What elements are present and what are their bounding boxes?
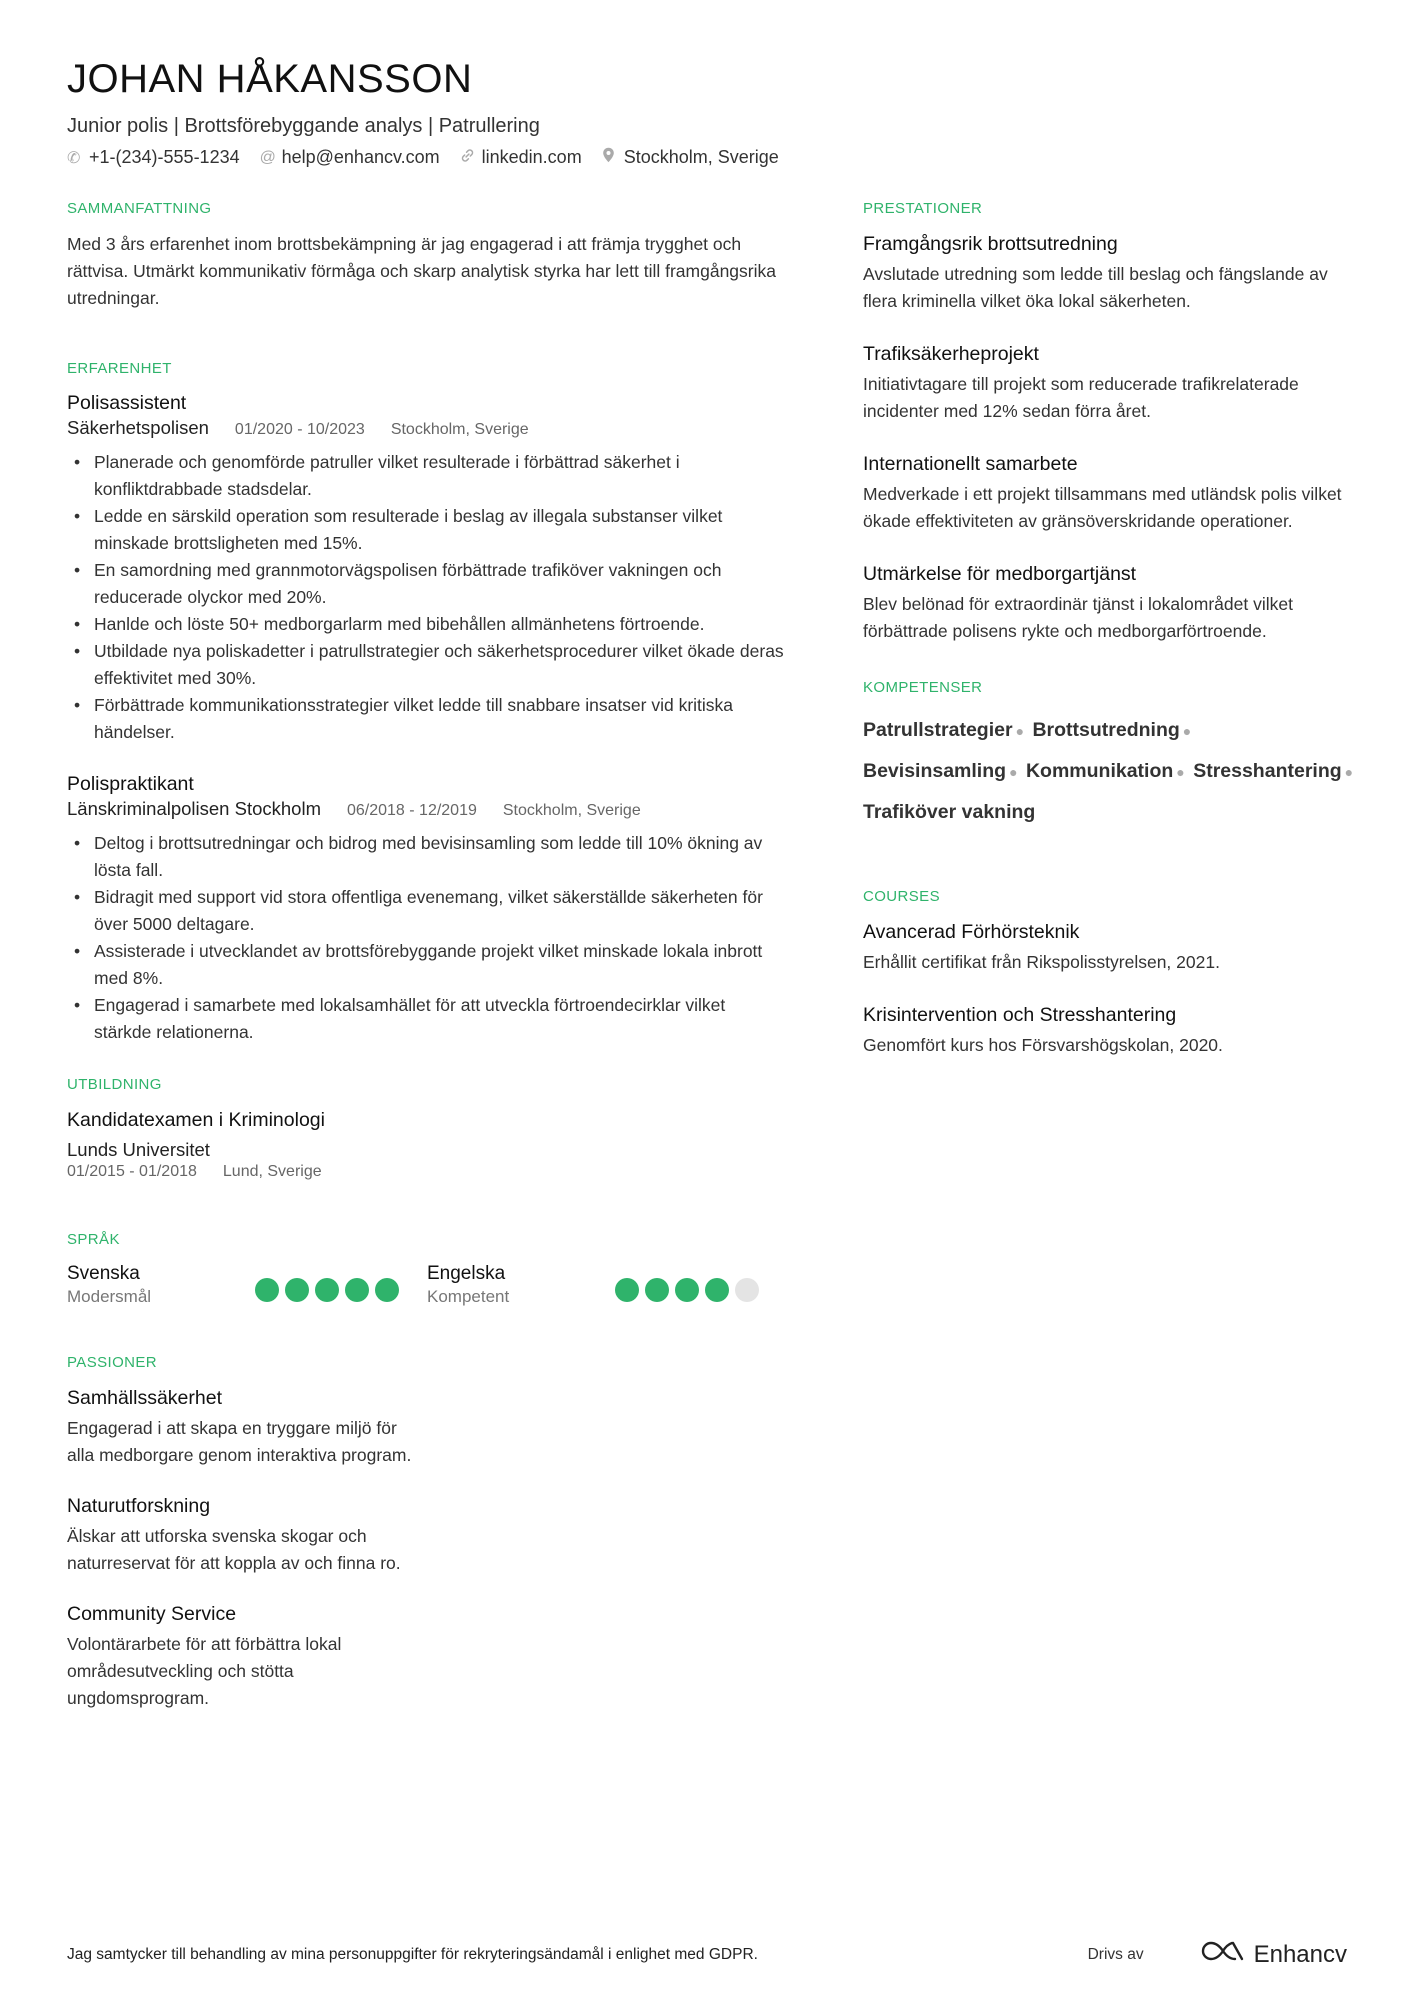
powered-by-text: Drivs av [1087, 1945, 1144, 1963]
location-text: Stockholm, Sverige [623, 147, 779, 167]
job-meta [67, 417, 787, 439]
job-role: Polispraktikant [67, 773, 194, 795]
course-title: Avancerad Förhörsteknik [863, 921, 1080, 943]
education-section [67, 1076, 787, 1183]
achievement-item [863, 451, 1363, 535]
passions-section [67, 1354, 787, 1736]
skills-section [863, 679, 1363, 832]
language-item [427, 1262, 787, 1308]
contact-location [602, 147, 779, 168]
job-location: Stockholm, Sverige [390, 421, 529, 438]
passion-title: Community Service [67, 1603, 237, 1625]
education-dates: 01/2015 - 01/2018 [67, 1163, 197, 1180]
contact-email[interactable] [260, 147, 440, 168]
list-item: • Engagerad i samarbete med lokalsamhället för att utveckla förtroendecirklar vilket stärkde relationerna. [67, 992, 787, 1046]
section-title: SPRÅK [67, 1231, 120, 1248]
job-company: Länskriminalpolisen Stockholm [67, 798, 321, 819]
course-desc: Erhållit certifikat från Rikspolisstyrelsen, 2021. [863, 952, 1220, 972]
rating-dot-filled [285, 1278, 309, 1302]
list-item: • Utbildade nya poliskadetter i patrullstrategier och säkerhetsprocedurer vilket ökade deras effektivitet med 30%. [67, 638, 787, 692]
job-entry [67, 391, 787, 746]
job-location: Stockholm, Sverige [502, 802, 641, 819]
course-item [863, 919, 1363, 976]
language-rating [615, 1272, 765, 1308]
list-item: • Bidragit med support vid stora offentliga evenemang, vilket säkerställde säkerheten för över 5000 deltagare. [67, 884, 787, 938]
linkedin-text: linkedin.com [481, 147, 582, 167]
achievement-title: Internationellt samarbete [863, 453, 1078, 475]
rating-dot-filled [345, 1278, 369, 1302]
achievement-desc: Blev belönad för extraordinär tjänst i lokalområdet vilket förbättrade polisens rykte och medborgarförtroende. [863, 594, 1293, 641]
job-dates: 06/2018 - 12/2019 [346, 802, 477, 819]
list-item: • Deltog i brottsutredningar och bidrog med bevisinsamling som ledde till 10% ökning av lösta fall. [67, 830, 787, 884]
skills-list: Patrullstrategier ● Brottsutredning ● Bevisinsamling ● Kommunikation ● Stresshantering ● Trafiköver vakning [863, 719, 1354, 823]
course-title: Krisintervention och Stresshantering [863, 1004, 1177, 1026]
skill-tag: Bevisinsamling [863, 760, 1007, 782]
location-pin-icon [602, 147, 624, 168]
education-degree: Kandidatexamen i Kriminologi [67, 1109, 325, 1131]
passion-title: Samhällssäkerhet [67, 1387, 222, 1409]
rating-dot-filled [675, 1278, 699, 1302]
passions-list [67, 1385, 787, 1736]
summary-section [67, 200, 787, 312]
language-name: Svenska [67, 1263, 140, 1284]
achievements-section [863, 200, 1363, 645]
rating-dot-filled [705, 1278, 729, 1302]
skill-tag: Stresshantering [1193, 760, 1342, 782]
phone-icon: ✆ [67, 149, 81, 167]
brand-name: Enhancv [1253, 1940, 1347, 1968]
language-level: Kompetent [427, 1287, 510, 1306]
achievement-desc: Initiativtagare till projekt som reducerade trafikrelaterade incidenter med 12% sedan förra året. [863, 374, 1299, 421]
education-location: Lund, Sverige [222, 1163, 322, 1180]
list-item: • En samordning med grannmotorvägspolisen förbättrade trafiköver vakningen och reducerade olyckor med 20%. [67, 557, 787, 611]
job-role: Polisassistent [67, 392, 187, 414]
job-entry [67, 772, 787, 1046]
candidate-name: JOHAN HÅKANSSON [67, 57, 473, 101]
list-item: • Planerade och genomförde patruller vilket resulterade i förbättrad säkerhet i konfliktdrabbade stadsdelar. [67, 449, 787, 503]
language-level: Modersmål [67, 1287, 152, 1306]
job-bullets [67, 449, 787, 746]
achievement-title: Trafiksäkerheprojekt [863, 343, 1039, 365]
section-title: SAMMANFATTNING [67, 200, 212, 217]
enhancv-logo[interactable] [1200, 1940, 1347, 1969]
job-meta [67, 798, 787, 820]
list-item: • Ledde en särskild operation som resulterade i beslag av illegala substanser vilket minskade brottsligheten med 15%. [67, 503, 787, 557]
course-desc: Genomfört kurs hos Försvarshögskolan, 2020. [863, 1035, 1223, 1055]
job-dates: 01/2020 - 10/2023 [234, 421, 365, 438]
passion-item [67, 1601, 452, 1712]
education-school: Lunds Universitet [67, 1139, 210, 1160]
link-icon [460, 148, 482, 168]
passion-desc: Engagerad i att skapa en tryggare miljö för alla medborgare genom interaktiva program. [67, 1418, 412, 1465]
section-title: KOMPETENSER [863, 679, 983, 696]
experience-section [67, 360, 787, 1046]
rating-dot-filled [315, 1278, 339, 1302]
achievement-desc: Medverkade i ett projekt tillsammans med utländsk polis vilket ökade effektiviteten av gränsöverskridande operationer. [863, 484, 1342, 531]
rating-dot-filled [375, 1278, 399, 1302]
achievement-item [863, 341, 1363, 425]
left-column [67, 200, 787, 1736]
achievement-item [863, 561, 1363, 645]
summary-text: Med 3 års erfarenhet inom brottsbekämpning är jag engagerad i att främja trygghet och rättvisa. Utmärkt kommunikativ förmåga och skarp analytisk styrka har lett till framgångsrika utredningar. [67, 234, 776, 308]
phone-text: +1-(234)-555-1234 [89, 147, 240, 167]
languages-list [67, 1262, 787, 1308]
achievement-title: Framgångsrik brottsutredning [863, 233, 1118, 255]
passion-title: Naturutforskning [67, 1495, 211, 1517]
contact-bar [67, 147, 1347, 168]
passion-desc: Volontärarbete för att förbättra lokal områdesutveckling och stötta ungdomsprogram. [67, 1634, 342, 1708]
rating-dot-filled [615, 1278, 639, 1302]
contact-linkedin[interactable] [460, 147, 582, 168]
skill-tag: Brottsutredning [1032, 719, 1180, 741]
passion-item [67, 1385, 452, 1469]
rating-dot-filled [255, 1278, 279, 1302]
resume-header [67, 55, 1347, 168]
list-item: • Förbättrade kommunikationsstrategier vilket ledde till snabbare insatser vid kritiska händelser. [67, 692, 787, 746]
email-text: help@enhancv.com [281, 147, 440, 167]
right-column [863, 200, 1363, 1085]
rating-dot-empty [735, 1278, 759, 1302]
language-item [67, 1262, 427, 1308]
section-title: UTBILDNING [67, 1076, 162, 1093]
section-title: COURSES [863, 888, 940, 905]
course-item [863, 1002, 1363, 1059]
achievement-title: Utmärkelse för medborgartjänst [863, 563, 1137, 585]
skill-tag: Patrullstrategier [863, 719, 1013, 741]
section-title: PRESTATIONER [863, 200, 983, 217]
section-title: ERFARENHET [67, 360, 172, 377]
courses-section [863, 888, 1363, 1059]
job-bullets [67, 830, 787, 1046]
gdpr-consent-text: Jag samtycker till behandling av mina personuppgifter för rekryteringsändamål i enlighet med GDPR. [67, 1945, 758, 1963]
list-item: • Hanlde och löste 50+ medborgarlarm med bibehållen allmänhetens förtroende. [67, 611, 787, 638]
rating-dot-filled [645, 1278, 669, 1302]
language-name: Engelska [427, 1263, 506, 1284]
language-rating [255, 1272, 405, 1308]
languages-section [67, 1231, 787, 1308]
skill-tag: Trafiköver vakning [863, 801, 1036, 823]
passion-item [67, 1493, 452, 1577]
job-company: Säkerhetspolisen [67, 417, 209, 438]
page-footer [67, 1940, 1347, 1969]
education-meta [67, 1161, 787, 1183]
candidate-tagline: Junior polis | Brottsförebyggande analys | Patrullering [67, 115, 540, 137]
at-icon: @ [259, 148, 276, 166]
infinity-logo-icon [1200, 1940, 1246, 1969]
achievement-desc: Avslutade utredning som ledde till beslag och fängslande av flera kriminella vilket öka lokal säkerheten. [863, 264, 1328, 311]
passion-desc: Älskar att utforska svenska skogar och naturreservat för att koppla av och finna ro. [67, 1526, 401, 1573]
contact-phone[interactable] [67, 147, 240, 168]
achievement-item [863, 231, 1363, 315]
skill-tag: Kommunikation [1025, 760, 1174, 782]
section-title: PASSIONER [67, 1354, 158, 1371]
list-item: • Assisterade i utvecklandet av brottsförebyggande projekt vilket minskade lokala inbrott med 8%. [67, 938, 787, 992]
